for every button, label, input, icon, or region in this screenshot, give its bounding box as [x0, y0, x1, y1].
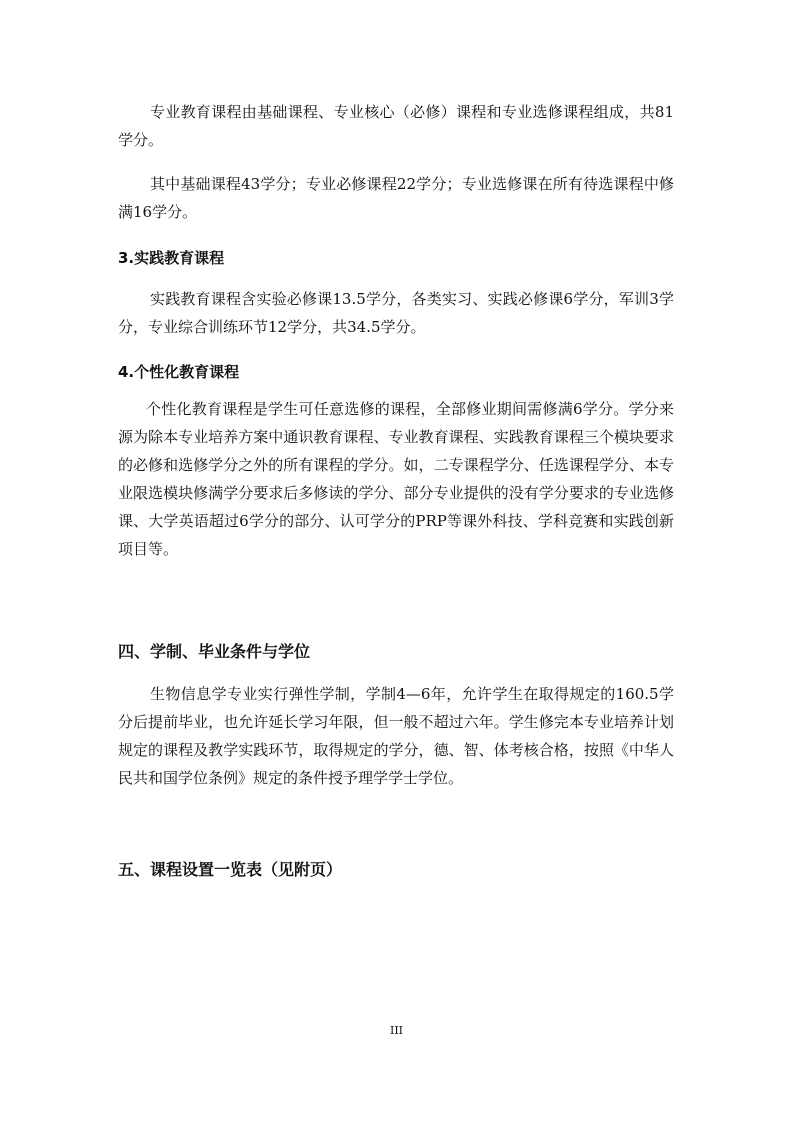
section2-text-2: 其中基础课程43学分；专业必修课程22学分；专业选修课在所有待选课程中修满16学分。: [118, 175, 674, 221]
chapter4-text: 生物信息学专业实行弹性学制，学制4—6年，允许学生在取得规定的160.5学分后提前毕业，也允许延长学习年限，但一般不超过六年。学生修完本专业培养计划规定的课程及教学实践环节，取得规定的学分，德、智、体考核合格，按照《中华人民共和国学位条例》规定的条件授予理学学士学位。: [118, 685, 674, 787]
chapter4-heading: 四、学制、毕业条件与学位: [118, 642, 311, 661]
section2-text-1: 专业教育课程由基础课程、专业核心（必修）课程和专业选修课程组成，共81学分。: [118, 103, 674, 149]
chapter4-para: [118, 680, 674, 792]
section3-text: 实践教育课程含实验必修课13.5学分，各类实习、实践必修课6学分，军训3学分，专业综合训练环节12学分，共34.5学分。: [118, 290, 674, 336]
chapter5-heading: 五、课程设置一览表（见附页）: [118, 860, 343, 879]
section3-heading: 3.实践教育课程: [118, 249, 225, 267]
section4-text: 个性化教育课程是学生可任意选修的课程，全部修业期间需修满6学分。学分来源为除本专业培养方案中通识教育课程、专业教育课程、实践教育课程三个模块要求的必修和选修学分之外的所有课程的学分。如，二专课程学分、任选课程学分、本专业限选模块修满学分要求后多修读的学分、部分专业提供的没有学分要求的专业选修课、大学英语超过6学分的部分、认可学分的PRP等课外科技、学科竞赛和实践创新项目等。: [118, 400, 674, 558]
section2-para-1: [118, 98, 674, 154]
section4-para: [118, 395, 674, 563]
section4-heading: 4.个性化教育课程: [118, 363, 240, 381]
section2-para-2: [118, 170, 674, 226]
section3-para: [118, 285, 674, 341]
page-number: III: [389, 1024, 404, 1037]
